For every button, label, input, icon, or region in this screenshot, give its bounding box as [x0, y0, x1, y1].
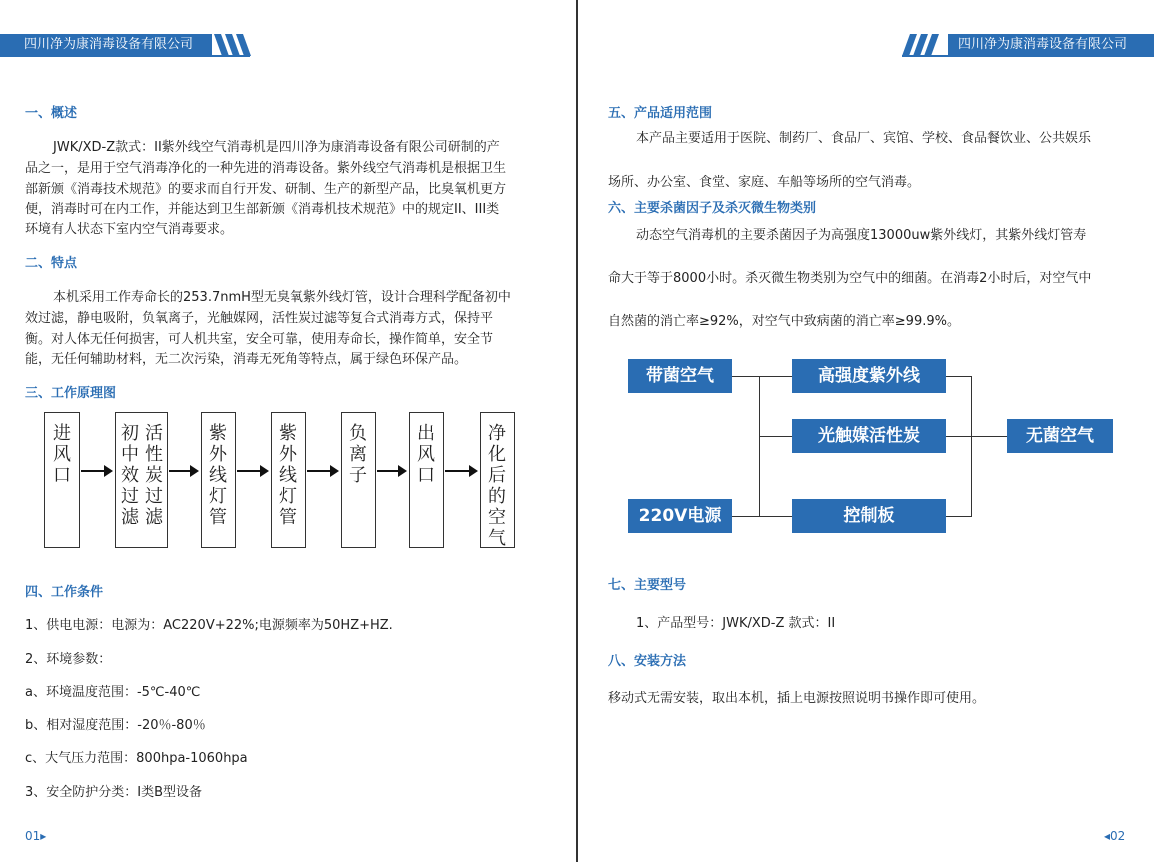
features-line: 能，无任何辅助材料，无二次污染，消毒无死角等特点，属于绿色环保产品。 [25, 352, 468, 367]
scope-line: 场所、办公室、食堂、家庭、车船等场所的空气消毒。 [608, 175, 921, 190]
flow-step-negative-ion [341, 412, 376, 548]
condition-item: 2、环境参数： [25, 652, 112, 667]
flow-step-label: 紫外线灯管 [279, 423, 297, 528]
header-rule-right [902, 55, 1154, 57]
flow-box-input-air: 带菌空气 [628, 359, 732, 393]
overview-line: 环境有人状态下室内空气消毒要求。 [25, 222, 234, 237]
section-title-installation: 八、安装方法 [608, 654, 687, 669]
sterilization-line: 命大于等于8000小时。杀灭微生物类别为空气中的细菌。在消毒2小时后，对空气中 [608, 271, 1092, 286]
features-line: 效过滤，静电吸附，负氧离子，光触媒网，活性炭过滤等复合式消毒方式，保持平 [25, 311, 494, 326]
flow-connector [971, 376, 972, 517]
section-title-scope: 五、产品适用范围 [608, 106, 713, 121]
flow-box-uv: 高强度紫外线 [792, 359, 946, 393]
section-title-overview: 一、概述 [25, 106, 78, 121]
flow-connector [732, 376, 792, 377]
flow-step-uv-lamp-2 [271, 412, 306, 548]
page-number-right: ◂02 [1104, 829, 1126, 843]
flow-step-inlet [44, 412, 80, 548]
section-title-conditions: 四、工作条件 [25, 585, 104, 600]
header-stripes-right [902, 34, 942, 56]
section-title-features: 二、特点 [25, 256, 78, 271]
flow-connector [946, 436, 1007, 437]
page-number-left: 01▸ [25, 829, 47, 843]
flow-box-carbon: 光触媒活性炭 [792, 419, 946, 453]
condition-item: c、大气压力范围：800hpa-1060hpa [25, 751, 248, 766]
header-band-left [0, 34, 212, 56]
flow-arrow [81, 470, 111, 472]
features-line: 本机采用工作寿命长的253.7nmH型无臭氧紫外线灯管，设计合理科学配备初中 [53, 290, 511, 305]
flow-arrow [445, 470, 476, 472]
flow-step-label: 紫外线灯管 [209, 423, 227, 528]
condition-item: b、相对湿度范围：-20％-80％ [25, 718, 206, 733]
installation-text: 移动式无需安装，取出本机，插上电源按照说明书操作即可使用。 [608, 691, 986, 706]
flow-connector [946, 376, 971, 377]
condition-item: a、环境温度范围：-5℃-40℃ [25, 685, 201, 700]
flow-step-clean-air [480, 412, 515, 548]
flow-arrow [377, 470, 405, 472]
condition-item: 1、供电电源：电源为：AC220V+22%;电源频率为50HZ+HZ. [25, 618, 393, 633]
flow-box-power: 220V电源 [628, 499, 732, 533]
section-title-principle: 三、工作原理图 [25, 386, 117, 401]
scope-line: 本产品主要适用于医院、制药厂、食品厂、宾馆、学校、食品餐饮业、公共娱乐 [636, 131, 1092, 146]
sterilization-line: 动态空气消毒机的主要杀菌因子为高强度13000uw紫外线灯，其紫外线灯管寿 [636, 228, 1087, 243]
company-name-right: 四川净为康消毒设备有限公司 [958, 37, 1128, 52]
right-page [578, 0, 1154, 862]
left-page [0, 0, 576, 862]
sterilization-line: 自然菌的消亡率≥92%，对空气中致病菌的消亡率≥99.9%。 [608, 314, 960, 329]
flow-step-label: 初中效过滤 [121, 423, 139, 528]
flow-step-label: 净化后的空气 [488, 423, 506, 549]
section-title-sterilization: 六、主要杀菌因子及杀灭微生物类别 [608, 201, 817, 216]
flow-arrow [307, 470, 337, 472]
condition-item: 3、安全防护分类：I类B型设备 [25, 785, 203, 800]
flow-step-label: 活性炭过滤 [145, 423, 163, 528]
flow-step-uv-lamp [201, 412, 236, 548]
flow-arrow [237, 470, 267, 472]
flow-connector [946, 516, 971, 517]
overview-line: 品之一，是用于空气消毒净化的一种先进的消毒设备。紫外线空气消毒机是根据卫生 [25, 161, 507, 176]
flow-box-control: 控制板 [792, 499, 946, 533]
flow-connector [759, 376, 760, 517]
header-band-right [948, 34, 1154, 56]
flow-step-label: 出风口 [417, 423, 435, 486]
header-rule-left [0, 55, 250, 57]
flow-step-outlet [409, 412, 444, 548]
flow-box-output: 无菌空气 [1007, 419, 1113, 453]
flow-arrow [169, 470, 197, 472]
header-stripes-left [212, 34, 252, 56]
company-name-left: 四川净为康消毒设备有限公司 [24, 37, 194, 52]
flow-connector [759, 436, 792, 437]
flow-step-label: 负离子 [349, 423, 367, 486]
flow-step-label: 进风口 [53, 423, 71, 486]
overview-line: 便，消毒时可在内工作，并能达到卫生部新颁《消毒机技术规范》中的规定II、III类 [25, 202, 500, 217]
model-item: 1、产品型号：JWK/XD-Z 款式：II [636, 616, 836, 631]
section-title-model: 七、主要型号 [608, 578, 687, 593]
flow-connector [732, 516, 792, 517]
overview-line: JWK/XD-Z款式：II紫外线空气消毒机是四川净为康消毒设备有限公司研制的产 [53, 140, 500, 155]
overview-line: 部新颁《消毒技术规范》的要求而自行开发、研制、生产的新型产品，比臭氧机更方 [25, 182, 507, 197]
features-line: 衡。对人体无任何损害，可人机共室，安全可靠，使用寿命长，操作简单，安全节 [25, 332, 494, 347]
flow-step-filters [115, 412, 168, 548]
